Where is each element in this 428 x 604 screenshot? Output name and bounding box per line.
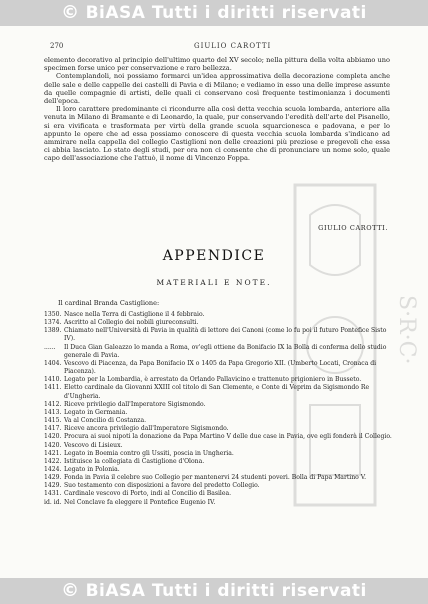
entry-year: 1429. <box>44 474 62 482</box>
entry-text: Nel Conclave fa eleggere il Pontefice Eugenio IV. <box>64 498 216 506</box>
entry-year: 1350. <box>44 311 62 318</box>
list-item <box>44 409 394 417</box>
appendix-title: APPENDICE <box>162 248 266 264</box>
list-item <box>44 311 394 319</box>
list-item <box>44 482 394 490</box>
list-item <box>44 442 394 450</box>
entry-text: Cardinale vescovo di Porto, indi al Concilio di Basilea. <box>64 490 232 498</box>
list-item <box>44 401 394 409</box>
entry-text: Eletto cardinale da Giovanni XXIII col titolo di San Clemente, e Conte di Veprim da Sigismondo Re d'Ungheria. <box>64 384 370 400</box>
entry-text: Riceve ancora privilegio dall'Imperatore Sigismondo. <box>64 425 229 433</box>
entry-year: 1429. <box>44 482 62 490</box>
entry-text: Legato in Germania. <box>64 408 128 416</box>
entry-year: 1420. <box>44 433 62 441</box>
watermark-text: BiASA Tutti i diritti riservati <box>85 581 367 601</box>
list-item <box>44 474 394 482</box>
entry-text: Vescovo di Piacenza, da Papa Bonifacio IX o 1405 da Papa Gregorio XII. (Umberto Locati, Cronaca di Piacenza). <box>64 359 377 376</box>
list-item <box>44 458 394 466</box>
list-item <box>44 466 394 474</box>
entry-year: 1415. <box>44 417 62 425</box>
entry-year: 1431. <box>44 490 62 498</box>
running-head: GIULIO CAROTTI <box>194 42 272 50</box>
paragraph: Contemplandoli, noi possiamo formarci un'idea approssimativa della decorazione completa anche delle sale e delle cappelle dei castelli di Pavia e di Milano; e vediamo in esso una delle imprese assunte da quelle compagnie di artisti, delle quali ci conservano così frequente testimonianza i documenti dell'epoca. <box>44 72 390 106</box>
list-item <box>44 360 394 376</box>
watermark-banner-top <box>0 0 428 26</box>
entry-text: Vescovo di Lisieux. <box>64 441 123 449</box>
entry-year: ...... <box>44 343 56 351</box>
copyright-icon: © <box>61 580 80 601</box>
list-item <box>44 417 394 425</box>
list-item <box>44 384 394 400</box>
watermark-banner-bottom <box>0 578 428 604</box>
section-subtitle: MATERIALI E NOTE. <box>156 278 272 287</box>
entry-text: Suo testamento con disposizioni a favore del predetto Collegio. <box>64 482 260 490</box>
entry-text: Legato in Boemia contro gli Ussiti, poscia in Ungheria. <box>64 449 234 457</box>
entry-text: Fonda in Pavia il celebre suo Collegio per mantenervi 24 studenti poveri. Bolla di Papa Martino V. <box>64 474 367 482</box>
list-item <box>44 450 394 458</box>
entry-year: 1422. <box>44 457 62 465</box>
author-signature: GIULIO CAROTTI. <box>318 224 388 232</box>
chronology-list <box>44 311 394 507</box>
running-header <box>44 42 392 50</box>
entry-year: id. id. <box>44 498 62 506</box>
entry-year: 1411. <box>44 384 62 392</box>
svg-text:S·R·C·: S·R·C· <box>394 295 419 365</box>
entry-text: Procura ai suoi nipoti la donazione da Papa Martino V delle due case in Pavia, ove egli fonderà il Collegio. <box>64 433 392 441</box>
list-item <box>44 425 394 433</box>
entry-year: 1417. <box>44 425 62 433</box>
entry-year: 1404. <box>44 359 62 367</box>
entry-text: Nasce nella Terra di Castiglione il 4 febbraio. <box>64 311 205 318</box>
chronology-intro: Il cardinal Branda Castiglione: <box>58 299 160 307</box>
paragraph: Il loro carattere predominante ci ricondurre alla così detta vecchia scuola lombarda, anteriore alla venuta in Milano di Bramante e di Leonardo, la quale, pur conservando l'eredità dell'arte del Pisanello, si era vivificata e trasformata per virtù della grande scuola squarcionesca e padovana, e per lo appunto le opere che ad essa possiamo conoscere di questa vecchia scuola lombarda s'indicano ad ammirare nella cappella del collegio Castiglioni non delle creazioni più preziose e pregevoli che essa ci abbia lasciato. Lo stato degli studi, per ora non ci consente che di pronunciare un nome solo, quale capo dell'associazione che l'attuò, il nome di Vincenzo Foppa. <box>44 105 390 163</box>
list-item <box>44 319 394 327</box>
entry-year: 1374. <box>44 319 62 327</box>
list-item <box>44 327 394 343</box>
list-item <box>44 499 394 507</box>
entry-text: Legato per la Lombardia, è arrestato da Orlando Pallavicino e trattenuto prigioniero in Busseto. <box>64 376 362 384</box>
watermark-text: BiASA Tutti i diritti riservati <box>85 3 367 23</box>
list-item <box>44 344 394 360</box>
entry-year: 1412. <box>44 400 62 408</box>
page-number: 270 <box>50 42 64 50</box>
article-body <box>44 56 390 163</box>
entry-text: Legato in Polonia. <box>64 465 120 473</box>
list-item <box>44 490 394 498</box>
list-item <box>44 433 394 441</box>
entry-year: 1410. <box>44 376 62 384</box>
entry-text: Va al Concilio di Costanza. <box>64 417 147 425</box>
copyright-icon: © <box>61 2 80 23</box>
entry-year: 1424. <box>44 465 62 473</box>
entry-text: Riceve privilegio dall'Imperatore Sigismondo. <box>64 400 206 408</box>
entry-text: Ascritto al Collegio dei nobili giureconsulti. <box>64 319 199 327</box>
entry-year: 1420. <box>44 441 62 449</box>
entry-text: Chiamato nell'Università di Pavia in qualità di lettore dei Canoni (come lo fu poi il futuro Pontefice Sisto IV). <box>64 327 387 343</box>
list-item <box>44 376 394 384</box>
entry-year: 1421. <box>44 449 62 457</box>
entry-text: Istituisce la collegiata di Castiglione d'Olona. <box>64 457 205 465</box>
entry-text: Il Duca Gian Galeazzo lo manda a Roma, ov'egli ottiene da Bonifacio IX la Bolla di conferma dello studio generale di Pavia. <box>64 343 387 359</box>
entry-year: 1389. <box>44 327 62 335</box>
paragraph: elemento decorativo al principio dell'ultimo quarto del XV secolo; nella pittura della volta abbiamo uno specimen forse unico per conservazione e raro bellezza. <box>44 56 390 73</box>
entry-year: 1413. <box>44 408 62 416</box>
